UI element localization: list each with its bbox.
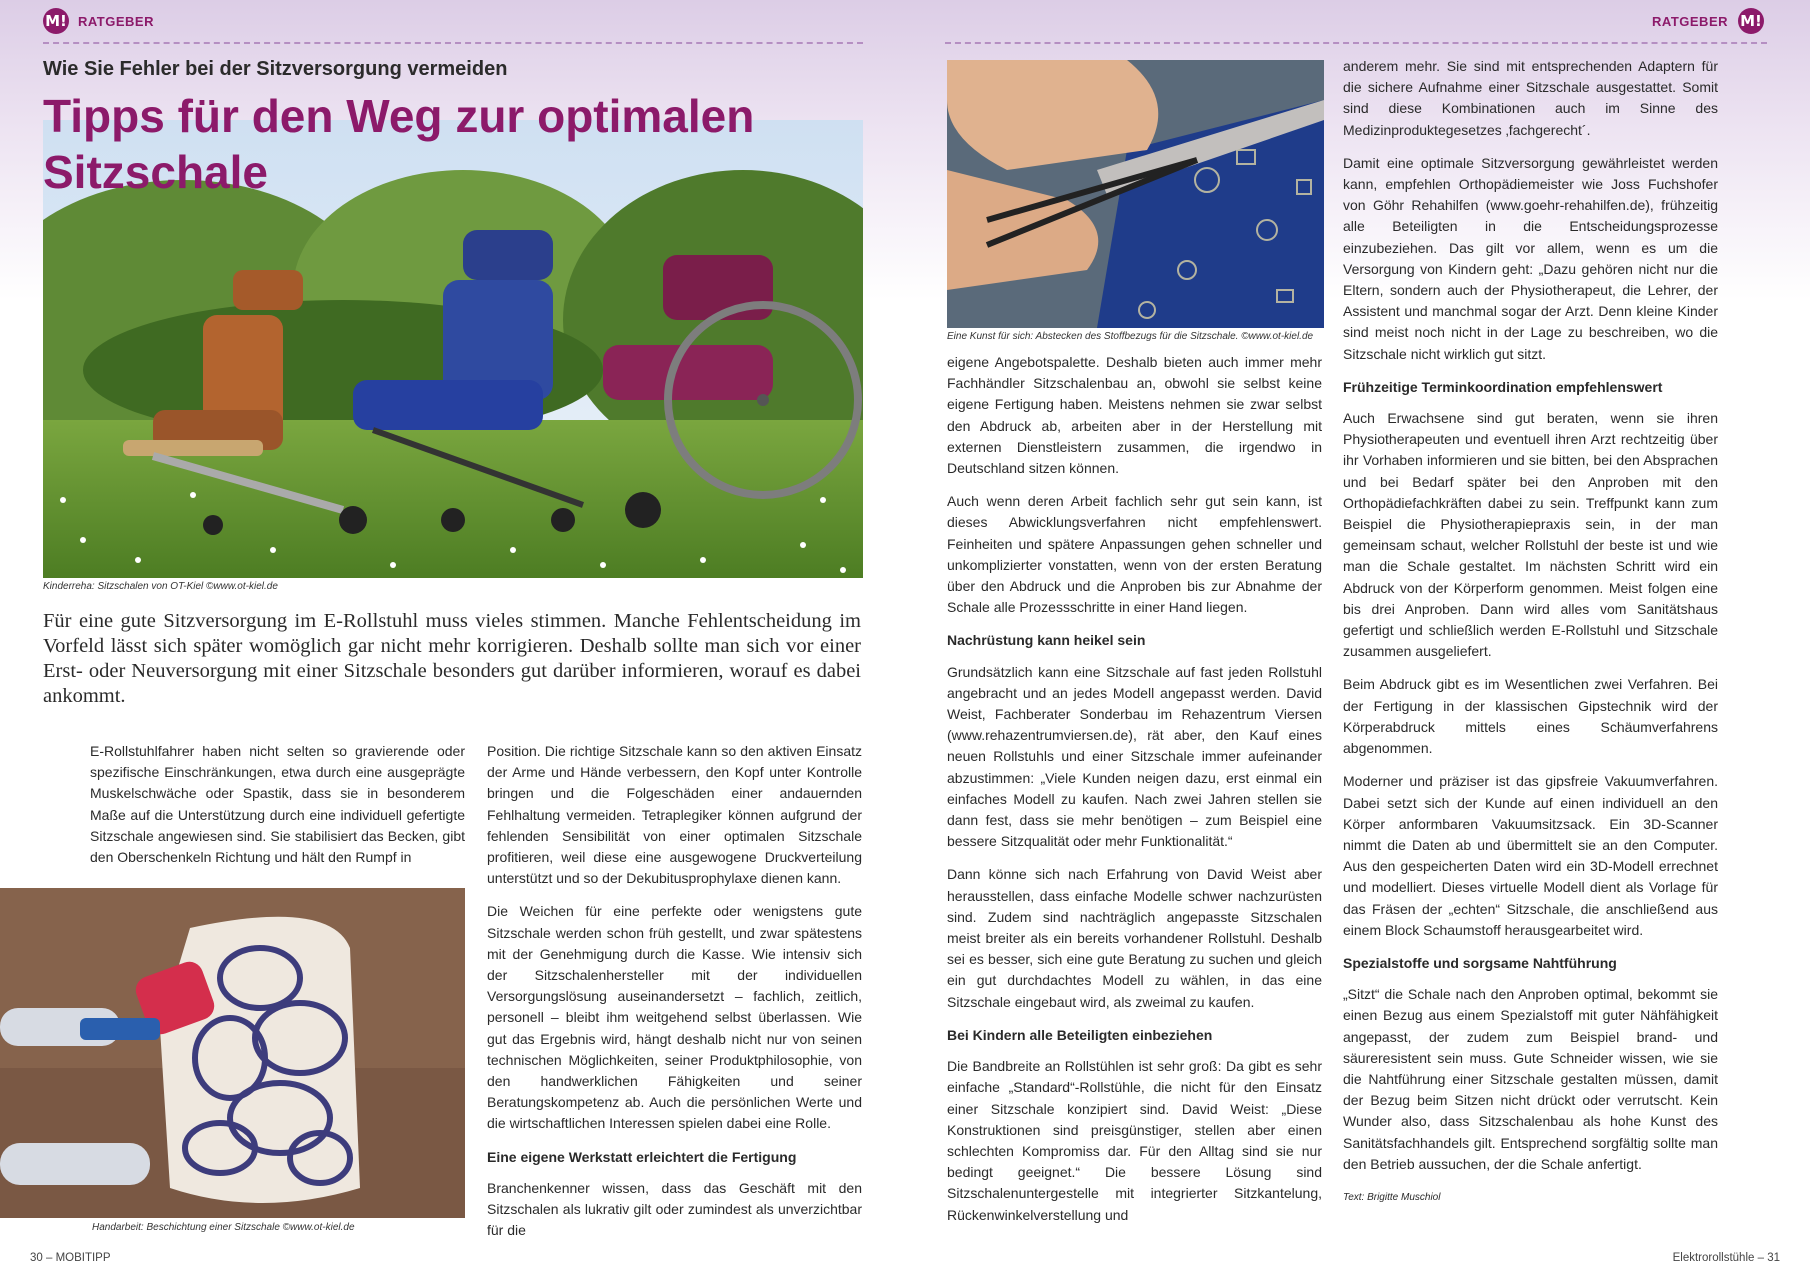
page-footer-left: 30 – MOBITIPP [30,1252,111,1264]
article-subtitle: Wie Sie Fehler bei der Sitzversorgung vermeiden [43,58,508,80]
spray-coating-photo [0,888,465,1218]
paragraph: Dann könne sich nach Erfahrung von David Weist aber herausstellen, dass einfache Modelle schwer nachzurüsten sind. Zudem sind nachträglich angepasste Sitzschalen meist breiter als ein bereits vorhandener Rollstuhl. Deshalb sei es besser, sich eine gute Beratung zu suchen und gleich ein gut durchdachtes Modell zu wählen, in das eine Sitzschale eingebaut wird, als zweimal zu kaufen. [947,866,1322,1010]
paragraph: Moderner und präziser ist das gipsfreie Vakuumverfahren. Dabei setzt sich der Kunde auf einen individuell an den Körper anformbaren Vakuumsitzsack. Ein 3D-Scanner nimmt die Daten ab und übermittelt sie an den Computer. Aus den gespeicherten Daten wird ein 3D-Modell errechnet und modelliert. Dieses virtuelle Modell dient als Vorlage für das Fräsen der „echten“ Sitzschale, die anschließend aus einem Block Schaumstoff herausgearbeitet wird. [1343,773,1718,938]
subheading: Frühzeitige Terminkoordination empfehlenswert [1343,378,1663,395]
paragraph: Branchenkenner wissen, dass das Geschäft mit den Sitzschalen als lukrativ gilt oder zumindest als unverzichtbar für die [487,1179,862,1239]
article-title: Tipps für den Weg zur optimalen Sitzschale [43,90,755,198]
section-label-right: RATGEBER [1652,14,1728,29]
header-divider-left [43,42,863,44]
header-divider-right [945,42,1767,44]
subheading: Bei Kindern alle Beteiligten einbeziehen [947,1026,1213,1043]
magazine-logo-left: M! [43,8,69,34]
spray-coating-image [0,888,465,1218]
paragraph: Position. Die richtige Sitzschale kann so den aktiven Einsatz der Arme und Hände verbessern, den Kopf unter Kontrolle bringen und die Folgeschäden einer andauernden Fehlhaltung vermeiden. Tetraplegiker können aufgrund der fehlenden Sensibilität von einer optimalen Sitzschale profitieren, weil diese eine ausgewogene Druckverteilung unterstützt und so der Dekubitusprophylaxe dienen kann. [487,743,862,887]
text-column-2 [487,741,862,1253]
paragraph: E-Rollstuhlfahrer haben nicht selten so gravierende oder spezifische Einschränkungen, etwa durch eine ausgeprägte Muskelschwäche oder Spastik, dass sie in besonderem Maße auf die Unterstützung durch eine individuell gefertigte Sitzschale angewiesen sind. Sie stabilisiert das Becken, gibt den Oberschenkeln Richtung und hält den Rumpf in [90,743,465,866]
magazine-logo-right: M! [1738,8,1764,34]
paragraph: anderem mehr. Sie sind mit entsprechenden Adaptern für die sichere Aufnahme einer Sitzschale ausgestattet. Somit sind diese Kombinationen auch im Sinne des Medizinproduktegesetzes ‚fachgerecht´. [1343,58,1718,138]
text-column-3 [947,352,1322,1238]
sewing-image [947,60,1324,328]
subheading: Spezialstoffe und sorgsame Nahtführung [1343,954,1617,971]
page-footer-right: Elektrorollstühle – 31 [1672,1252,1780,1264]
main-photo-caption: Kinderreha: Sitzschalen von OT-Kiel ©www.ot-kiel.de [43,581,278,592]
paragraph: Beim Abdruck gibt es im Wesentlichen zwei Verfahren. Bei der Fertigung in der klassischen Gipstechnik wird der Körperabdruck mittels eines Schäumverfahrens abgenommen. [1343,676,1718,757]
author-credit: Text: Brigitte Muschiol [1343,1191,1441,1203]
sewing-photo-caption: Eine Kunst für sich: Abstecken des Stoffbezugs für die Sitzschale. ©www.ot-kiel.de [947,331,1314,342]
spray-photo-caption: Handarbeit: Beschichtung einer Sitzschale ©www.ot-kiel.de [92,1222,355,1233]
subheading: Nachrüstung kann heikel sein [947,632,1146,649]
paragraph: Damit eine optimale Sitzversorgung gewährleistet werden kann, empfehlen Orthopädiemeister wie Joss Fuchshofer von Göhr Rehahilfen (www.goehr-rehahilfen.de), frühzeitig alle Beteiligten in die Entscheidungsprozesse einzubeziehen. Das gilt vor allem, wenn es um die Versorgung von Kindern geht: „Dazu gehören nicht nur die Eltern, sondern auch der Physiotherapeut, die Lehrer, der Assistent und manchmal sogar der Arzt. Denn kleine Kinder sind meist noch nicht in der Lage zu beschreiben, wo die Sitzschale nicht wirklich gut sitzt. [1343,154,1718,362]
paragraph: Auch Erwachsene sind gut beraten, wenn sie ihren Physiotherapeuten und eventuell ihren Arzt rechtzeitig über ihr Vorhaben informieren und sie bitten, bei den Absprachen und bei Bedarf später bei den Anproben mit den Orthopädiefachkräften dabei zu sein. Treffpunkt kann zum Beispiel die Physiotherapiepraxis sein, in der man gemeinsam schaut, welcher Rollstuhl der beste ist und wie man die Schale gestaltet. Im nächsten Schritt wird ein Abdruck von der Körperform genommen. Meist folgen eine bis drei Anproben. Dann wird alles vom Sanitätshaus gefertigt und schließlich werden E-Rollstuhl und Sitzschale zusammen ausgeliefert. [1343,410,1718,660]
text-column-4 [1343,56,1718,1208]
paragraph: Auch wenn deren Arbeit fachlich sehr gut sein kann, ist dieses Abwicklungsverfahren nicht empfehlenswert. Feinheiten und spätere Anpassungen gehen schneller und unkomplizierter vonstatten, wenn von der ersten Beratung über den Abdruck und die Anproben bis zur Abnahme der Schale alle Prozessschritte in einer Hand liegen. [947,493,1322,616]
paragraph: Grundsätzlich kann eine Sitzschale auf fast jeden Rollstuhl angebracht und an jedes Modell angepasst werden. David Weist, Fachberater Sonderbau im Rehazentrum Viersen (www.rehazentrumviersen.de), rät aber, den Kauf eines neuen Rollstuhls und einer Sitzschale immer aufeinander abzustimmen: „Viele Kunden neigen dazu, erst einmal ein einfaches Modell zu kaufen. Nach zwei Jahren stellen sie dann fest, dass sie mehr benötigen – zum Beispiel eine bessere Sitzqualität oder mehr Funktionalität.“ [947,663,1322,850]
paragraph: eigene Angebotspalette. Deshalb bieten auch immer mehr Fachhändler Sitzschalenbau an, obwohl sie selbst keine eigene Fertigung haben. Meistens nehmen sie zwar selbst den Abdruck ab, arbeiten aber in der Herstellung mit externen Dienstleistern zusammen, die irgendwo in Deutschland sitzen können. [947,354,1322,477]
paragraph: Die Bandbreite an Rollstühlen ist sehr groß: Da gibt es sehr einfache „Standard“-Rollstühle, die nicht für den Einsatz einer Sitzschale konzipiert sind. David Weist: „Diese Konstruktionen sind preisgünstiger, stellen aber einen schlechten Kompromiss dar. Für den Alltag sind sie nur bedingt geeignet.“ Die bessere Lösung sind Sitzschalenuntergestelle mit integrierter Sitzkantelung, Rückenwinkelverstellung und [947,1058,1322,1223]
subheading: Eine eigene Werkstatt erleichtert die Fertigung [487,1148,797,1165]
paragraph: Die Weichen für eine perfekte oder wenigstens gute Sitzschale werden schon früh gestellt, und zwar spätestens mit der Genehmigung durch die Kasse. Wie intensiv sich der Sitzschalenhersteller mit der individuellen Versorgungslösung auseinandersetzt – fachlich, zeitlich, personell – bleibt ihm weitgehend selbst überlassen. Wie gut das Ergebnis wird, hängt deshalb nicht nur von seinen technischen Möglichkeiten, seiner Produktphilosophie, von den handwerklichen Fähigkeiten und seiner Beratungskompetenz ab. Auch die persönlichen Werte und die wirtschaftlichen Interessen spielen dabei eine Rolle. [487,903,862,1132]
article-lead: Für eine gute Sitzversorgung im E-Rollstuhl muss vieles stimmen. Manche Fehlentscheidung im Vorfeld lässt sich später womöglich gar nicht mehr korrigieren. Deshalb sollte man sich vor einer Erst- oder Neuversorgung mit einer Sitzschale besonders gut darüber informieren, worauf es dabei ankommt. [43,610,861,707]
section-label-left: RATGEBER [78,14,154,29]
paragraph: „Sitzt“ die Schale nach den Anproben optimal, bekommt sie einen Bezug aus einem Spezialstoff mit guter Nähfähigkeit angepasst, der zudem zum Beispiel brand- und säureresistent sein muss. Gute Schneider wissen, wie sie die Nahtführung einer Sitzschale gestalten müssen, damit der Bezug beim Sitzen nicht drückt oder verrutscht. Kein Wunder also, dass Sitzschalenbau als hohe Kunst des Sanitätsfachhandels gilt. Entsprechend sorgfältig sollte man den Betrieb aussuchen, der die Schale anfertigt. [1343,986,1718,1172]
text-column-1 [90,741,465,880]
sewing-photo [947,60,1324,328]
